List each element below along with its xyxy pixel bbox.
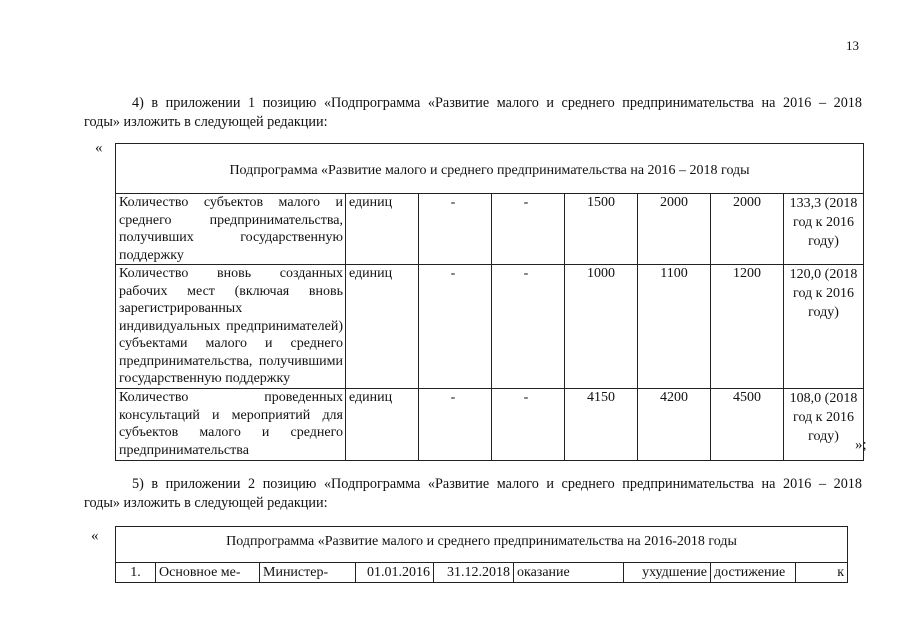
- indicator-link: достижение: [711, 563, 796, 583]
- subprogram-title: Подпрограмма «Развитие малого и среднего предпринимательства на 2016-2018 годы: [116, 527, 848, 563]
- indicator-value: -: [419, 194, 492, 265]
- indicator-unit: единиц: [346, 265, 419, 389]
- indicator-name: Количество проведенных консультаций и мероприятий для субъектов малого и среднего предпринимательства: [116, 389, 346, 461]
- closing-quote: »;: [855, 437, 867, 453]
- start-date: 01.01.2016: [356, 563, 434, 583]
- opening-quote: «: [95, 140, 103, 156]
- end-date: 31.12.2018: [434, 563, 514, 583]
- indicator-link-continued: к: [796, 563, 848, 583]
- table-row: [116, 194, 864, 265]
- indicator-value: -: [492, 265, 565, 389]
- indicator-value: 1100: [638, 265, 711, 389]
- paragraph-5-second-line: годы» изложить в следующей редакции:: [84, 495, 328, 511]
- indicator-value: -: [492, 194, 565, 265]
- indicator-value: 1000: [565, 265, 638, 389]
- row-number: 1.: [116, 563, 156, 583]
- indicator-value: 4200: [638, 389, 711, 461]
- indicator-value: 1200: [711, 265, 784, 389]
- table-row: [116, 265, 864, 389]
- paragraph-5: [84, 475, 862, 513]
- paragraph-4: [84, 94, 862, 132]
- indicator-result: 120,0 (2018 год к 2016 году): [784, 265, 864, 389]
- indicator-value: 2000: [711, 194, 784, 265]
- expected-result: оказание: [514, 563, 624, 583]
- consequence: ухудшение: [624, 563, 711, 583]
- opening-quote: «: [91, 528, 99, 544]
- indicator-unit: единиц: [346, 194, 419, 265]
- indicators-table: [115, 143, 864, 461]
- indicator-value: 4150: [565, 389, 638, 461]
- indicator-value: 1500: [565, 194, 638, 265]
- event-name: Основное ме-: [156, 563, 260, 583]
- page-number: 13: [846, 38, 859, 53]
- subprogram-title: Подпрограмма «Развитие малого и среднего предпринимательства на 2016 – 2018 годы: [116, 144, 864, 194]
- indicator-name: Количество вновь созданных рабочих мест (включая вновь зарегистрированных индивидуальных предпринимателей) субъектами малого и среднего предпринимательства, получившими государственную поддержку: [116, 265, 346, 389]
- table-header-row: [116, 527, 848, 563]
- indicator-value: 4500: [711, 389, 784, 461]
- paragraph-4-first-line: 4) в приложении 1 позицию «Подпрограмма «Развитие малого и среднего предпринимательства на 2016 – 2018: [132, 95, 862, 111]
- indicator-name: Количество субъектов малого и среднего предпринимательства, получивших государственную поддержку: [116, 194, 346, 265]
- indicator-result: 133,3 (2018 год к 2016 году): [784, 194, 864, 265]
- activities-table: [115, 526, 848, 583]
- executor: Министер-: [260, 563, 356, 583]
- indicator-value: -: [419, 389, 492, 461]
- indicator-value: -: [492, 389, 565, 461]
- table-row: [116, 563, 848, 583]
- indicator-unit: единиц: [346, 389, 419, 461]
- table-row: [116, 389, 864, 461]
- indicator-value: 2000: [638, 194, 711, 265]
- indicator-result: 108,0 (2018 год к 2016 году): [784, 389, 864, 461]
- paragraph-4-second-line: годы» изложить в следующей редакции:: [84, 114, 328, 130]
- paragraph-5-first-line: 5) в приложении 2 позицию «Подпрограмма «Развитие малого и среднего предпринимательства на 2016 – 2018: [132, 476, 862, 492]
- table-header-row: [116, 144, 864, 194]
- indicator-value: -: [419, 265, 492, 389]
